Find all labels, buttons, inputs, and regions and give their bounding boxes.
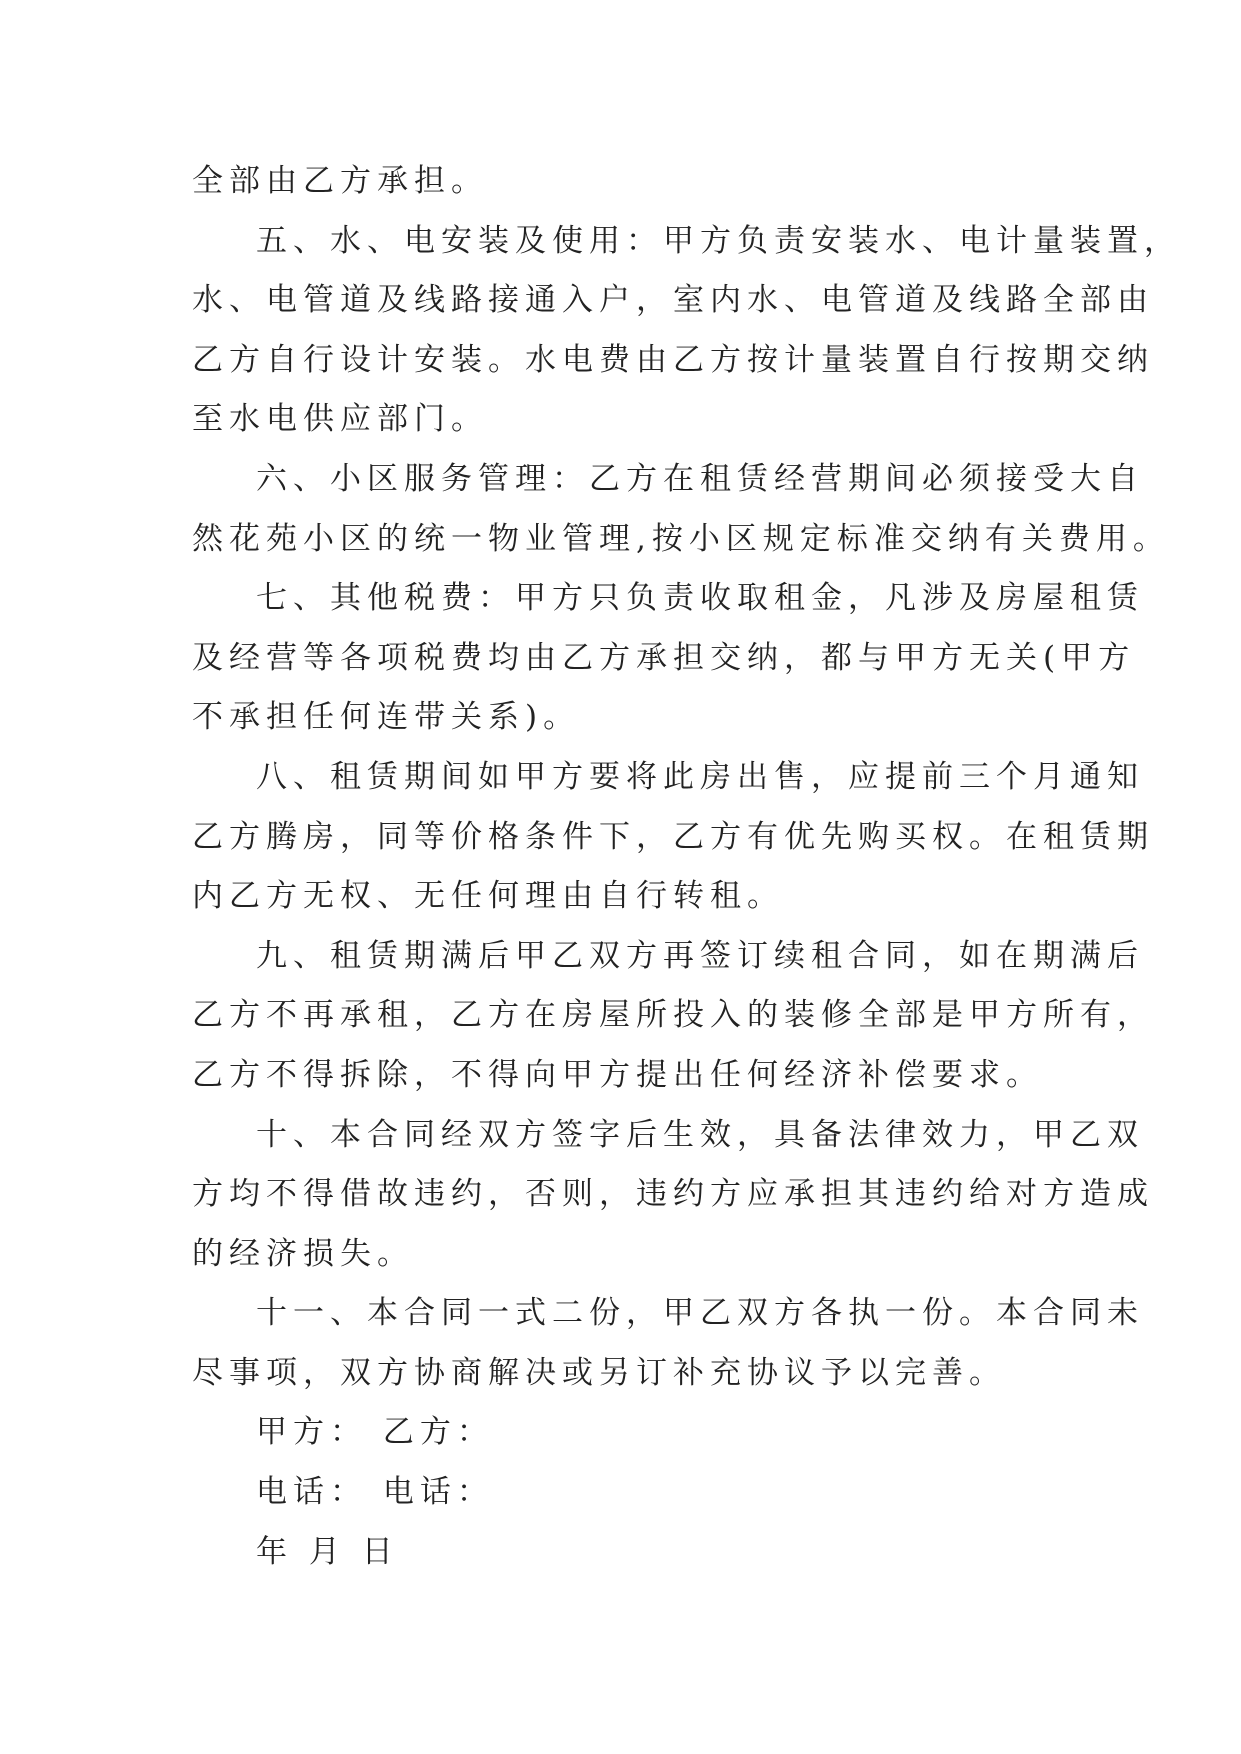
clause-7-line: 七、其他税费：甲方只负责收取租金，凡涉及房屋租赁	[256, 580, 1144, 617]
text-line: 乙方自行设计安装。水电费由乙方按计量装置自行按期交纳	[192, 341, 1154, 378]
text-line: 全部由乙方承担。	[192, 163, 488, 199]
text-line: 乙方不再承租，乙方在房屋所投入的装修全部是甲方所有，	[192, 997, 1154, 1034]
clause-6-line: 六、小区服务管理：乙方在租赁经营期间必须接受大自	[256, 460, 1144, 497]
signature-phones: 电话： 电话：	[256, 1474, 494, 1511]
signature-date: 年 月 日	[256, 1533, 399, 1570]
text-line: 至水电供应部门。	[192, 401, 488, 438]
text-line: 尽事项，双方协商解决或另订补充协议予以完善。	[192, 1354, 1006, 1391]
text-line: 方均不得借故违约，否则，违约方应承担其违约给对方造成	[192, 1176, 1154, 1213]
text-line: 不承担任何连带关系)。	[192, 699, 581, 736]
clause-5-line: 五、水、电安装及使用：甲方负责安装水、电计量装置，	[256, 222, 1181, 259]
clause-9-line: 九、租赁期满后甲乙双方再签订续租合同，如在期满后	[256, 937, 1144, 974]
clause-10-line: 十、本合同经双方签字后生效，具备法律效力，甲乙双	[256, 1116, 1144, 1153]
signature-parties: 甲方： 乙方：	[256, 1414, 494, 1451]
text-line: 乙方不得拆除，不得向甲方提出任何经济补偿要求。	[192, 1056, 1043, 1093]
text-line: 的经济损失。	[192, 1235, 414, 1272]
text-line: 乙方腾房，同等价格条件下，乙方有优先购买权。在租赁期	[192, 818, 1154, 855]
text-line: 然花苑小区的统一物业管理,按小区规定标准交纳有关费用。	[192, 520, 1170, 557]
clause-8-line: 八、租赁期间如甲方要将此房出售，应提前三个月通知	[256, 758, 1144, 795]
text-line: 内乙方无权、无任何理由自行转租。	[192, 878, 784, 915]
text-line: 及经营等各项税费均由乙方承担交纳，都与甲方无关(甲方	[192, 639, 1136, 676]
clause-11-line: 十一、本合同一式二份，甲乙双方各执一份。本合同未	[256, 1295, 1144, 1332]
contract-text	[192, 152, 1181, 1582]
text-line: 水、电管道及线路接通入户，室内水、电管道及线路全部由	[192, 282, 1154, 319]
